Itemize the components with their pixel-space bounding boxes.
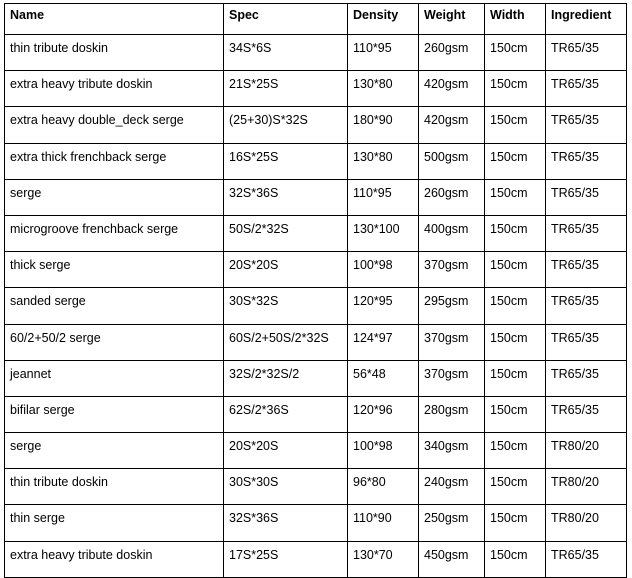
cell-weight: 260gsm <box>419 35 485 71</box>
cell-width: 150cm <box>485 505 546 541</box>
cell-ingredient: TR80/20 <box>546 433 627 469</box>
table-row <box>5 360 627 396</box>
cell-ingredient: TR80/20 <box>546 505 627 541</box>
cell-width: 150cm <box>485 324 546 360</box>
cell-density: 180*90 <box>348 107 419 143</box>
cell-spec: 34S*6S <box>224 35 348 71</box>
cell-density: 120*96 <box>348 396 419 432</box>
cell-weight: 240gsm <box>419 469 485 505</box>
table-row <box>5 324 627 360</box>
cell-weight: 260gsm <box>419 179 485 215</box>
cell-spec: 30S*30S <box>224 469 348 505</box>
cell-ingredient: TR65/35 <box>546 143 627 179</box>
table-row <box>5 396 627 432</box>
cell-name: 60/2+50/2 serge <box>5 324 224 360</box>
cell-spec: 21S*25S <box>224 71 348 107</box>
cell-name: jeannet <box>5 360 224 396</box>
table-row <box>5 541 627 577</box>
table-row <box>5 179 627 215</box>
cell-ingredient: TR65/35 <box>546 71 627 107</box>
cell-ingredient: TR65/35 <box>546 360 627 396</box>
cell-name: serge <box>5 433 224 469</box>
cell-width: 150cm <box>485 433 546 469</box>
cell-spec: 20S*20S <box>224 252 348 288</box>
cell-name: thin tribute doskin <box>5 469 224 505</box>
cell-name: bifilar serge <box>5 396 224 432</box>
header-ingredient: Ingredient <box>546 4 627 35</box>
cell-weight: 370gsm <box>419 324 485 360</box>
cell-spec: 17S*25S <box>224 541 348 577</box>
cell-width: 150cm <box>485 396 546 432</box>
cell-density: 130*80 <box>348 71 419 107</box>
table-row <box>5 107 627 143</box>
cell-spec: 50S/2*32S <box>224 215 348 251</box>
header-weight: Weight <box>419 4 485 35</box>
cell-name: extra heavy tribute doskin <box>5 71 224 107</box>
cell-spec: 62S/2*36S <box>224 396 348 432</box>
cell-spec: 20S*20S <box>224 433 348 469</box>
header-density: Density <box>348 4 419 35</box>
cell-name: extra heavy double_deck serge <box>5 107 224 143</box>
table-row <box>5 433 627 469</box>
cell-spec: 30S*32S <box>224 288 348 324</box>
cell-weight: 370gsm <box>419 252 485 288</box>
cell-width: 150cm <box>485 541 546 577</box>
cell-weight: 340gsm <box>419 433 485 469</box>
cell-name: sanded serge <box>5 288 224 324</box>
cell-width: 150cm <box>485 35 546 71</box>
cell-density: 120*95 <box>348 288 419 324</box>
table-row <box>5 143 627 179</box>
table-row <box>5 215 627 251</box>
cell-ingredient: TR80/20 <box>546 469 627 505</box>
table-row <box>5 35 627 71</box>
cell-name: thick serge <box>5 252 224 288</box>
cell-width: 150cm <box>485 288 546 324</box>
cell-density: 110*95 <box>348 179 419 215</box>
cell-spec: 32S*36S <box>224 179 348 215</box>
cell-weight: 450gsm <box>419 541 485 577</box>
cell-name: extra thick frenchback serge <box>5 143 224 179</box>
table-row <box>5 288 627 324</box>
cell-ingredient: TR65/35 <box>546 179 627 215</box>
table-row <box>5 71 627 107</box>
table-body <box>5 35 627 578</box>
cell-density: 110*95 <box>348 35 419 71</box>
cell-weight: 420gsm <box>419 71 485 107</box>
cell-density: 100*98 <box>348 433 419 469</box>
cell-name: thin tribute doskin <box>5 35 224 71</box>
cell-ingredient: TR65/35 <box>546 288 627 324</box>
cell-spec: 32S*36S <box>224 505 348 541</box>
cell-spec: 16S*25S <box>224 143 348 179</box>
cell-width: 150cm <box>485 252 546 288</box>
table-row <box>5 252 627 288</box>
cell-weight: 420gsm <box>419 107 485 143</box>
cell-density: 130*100 <box>348 215 419 251</box>
cell-weight: 250gsm <box>419 505 485 541</box>
cell-ingredient: TR65/35 <box>546 324 627 360</box>
table-row <box>5 505 627 541</box>
cell-weight: 295gsm <box>419 288 485 324</box>
cell-name: thin serge <box>5 505 224 541</box>
cell-ingredient: TR65/35 <box>546 35 627 71</box>
cell-density: 130*70 <box>348 541 419 577</box>
cell-spec: 32S/2*32S/2 <box>224 360 348 396</box>
cell-weight: 500gsm <box>419 143 485 179</box>
fabric-spec-table <box>4 3 627 578</box>
cell-ingredient: TR65/35 <box>546 215 627 251</box>
cell-density: 124*97 <box>348 324 419 360</box>
header-row <box>5 4 627 35</box>
cell-density: 100*98 <box>348 252 419 288</box>
cell-weight: 370gsm <box>419 360 485 396</box>
cell-weight: 280gsm <box>419 396 485 432</box>
cell-ingredient: TR65/35 <box>546 541 627 577</box>
cell-name: serge <box>5 179 224 215</box>
cell-density: 96*80 <box>348 469 419 505</box>
header-width: Width <box>485 4 546 35</box>
header-spec: Spec <box>224 4 348 35</box>
cell-name: microgroove frenchback serge <box>5 215 224 251</box>
cell-width: 150cm <box>485 143 546 179</box>
cell-width: 150cm <box>485 71 546 107</box>
cell-ingredient: TR65/35 <box>546 252 627 288</box>
cell-width: 150cm <box>485 360 546 396</box>
cell-spec: 60S/2+50S/2*32S <box>224 324 348 360</box>
cell-width: 150cm <box>485 107 546 143</box>
cell-spec: (25+30)S*32S <box>224 107 348 143</box>
cell-density: 56*48 <box>348 360 419 396</box>
cell-ingredient: TR65/35 <box>546 396 627 432</box>
cell-weight: 400gsm <box>419 215 485 251</box>
cell-density: 130*80 <box>348 143 419 179</box>
cell-ingredient: TR65/35 <box>546 107 627 143</box>
cell-name: extra heavy tribute doskin <box>5 541 224 577</box>
cell-width: 150cm <box>485 469 546 505</box>
header-name: Name <box>5 4 224 35</box>
cell-density: 110*90 <box>348 505 419 541</box>
cell-width: 150cm <box>485 179 546 215</box>
cell-width: 150cm <box>485 215 546 251</box>
